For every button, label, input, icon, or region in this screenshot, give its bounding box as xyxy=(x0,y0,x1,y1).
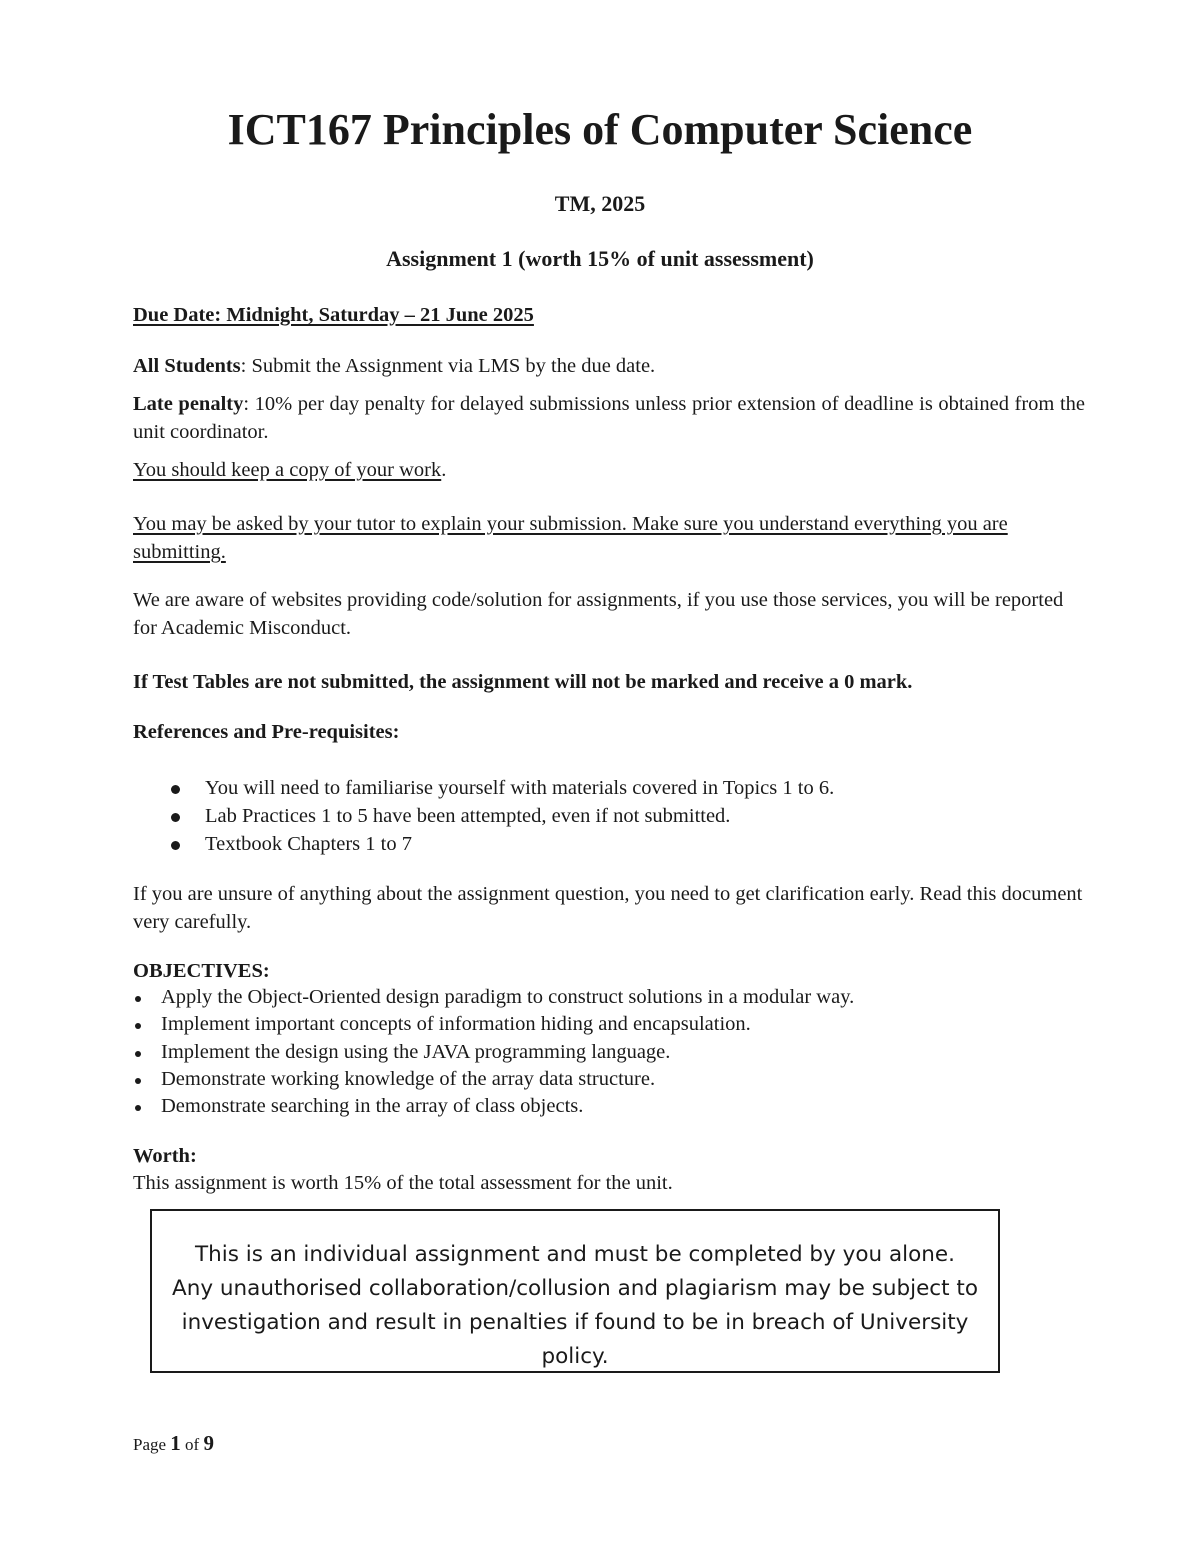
bullet-icon xyxy=(171,813,180,822)
list-item: Lab Practices 1 to 5 have been attempted, even if not submitted. xyxy=(133,802,1085,830)
bullet-icon xyxy=(171,841,180,850)
bullet-icon xyxy=(135,1078,141,1084)
bullet-icon xyxy=(171,785,180,794)
keep-copy-text: You should keep a copy of your work xyxy=(133,459,442,481)
document-title: ICT167 Principles of Computer Science xyxy=(227,105,973,154)
objectives-heading: OBJECTIVES: xyxy=(133,960,270,982)
term-line: TM, 2025 xyxy=(554,191,646,216)
references-list xyxy=(133,774,1085,858)
all-students-text: : Submit the Assignment via LMS by the due date. xyxy=(240,355,656,377)
due-date: Due Date: Midnight, Saturday – 21 June 2025 xyxy=(133,304,534,326)
list-item: Demonstrate searching in the array of class objects. xyxy=(133,1093,1085,1120)
test-tables-warning: If Test Tables are not submitted, the assignment will not be marked and receive a 0 mark. xyxy=(133,671,913,693)
clarification-note: If you are unsure of anything about the assignment question, you need to get clarification early. Read this document very carefully. xyxy=(133,883,1083,933)
list-item: Implement important concepts of information hiding and encapsulation. xyxy=(133,1011,1085,1038)
list-item: Demonstrate working knowledge of the array data structure. xyxy=(133,1066,1085,1093)
list-item: Implement the design using the JAVA programming language. xyxy=(133,1039,1085,1066)
bullet-icon xyxy=(135,1051,141,1057)
worth-text: This assignment is worth 15% of the total assessment for the unit. xyxy=(133,1172,673,1194)
bullet-icon xyxy=(135,1105,141,1111)
late-penalty-label: Late penalty xyxy=(133,393,244,415)
integrity-notice-text: This is an individual assignment and must be completed by you alone. Any unauthorised collaboration/collusion and plagiarism may be subject to investigation and result in penalties if found to be in breach of University policy. xyxy=(172,1241,978,1369)
bullet-icon xyxy=(135,1023,141,1029)
objectives-list xyxy=(133,984,1085,1120)
keep-copy-period: . xyxy=(441,459,447,481)
all-students-label: All Students xyxy=(133,355,241,377)
assignment-line: Assignment 1 (worth 15% of unit assessment) xyxy=(386,246,814,271)
explain-submission-note: You may be asked by your tutor to explain your submission. Make sure you understand everything you are submitting. xyxy=(133,513,1008,563)
all-students-note xyxy=(133,352,1085,380)
bullet-icon xyxy=(135,996,141,1002)
list-item: Textbook Chapters 1 to 7 xyxy=(133,830,1085,858)
late-penalty-text: : 10% per day penalty for delayed submissions unless prior extension of deadline is obtained from the unit coordinator. xyxy=(133,393,1085,443)
current-page: 1 xyxy=(170,1431,181,1455)
worth-heading: Worth: xyxy=(133,1145,197,1167)
total-pages: 9 xyxy=(203,1431,214,1455)
references-heading: References and Pre-requisites: xyxy=(133,721,400,743)
page-number: Page 1 of 9 xyxy=(133,1431,214,1455)
list-item: You will need to familiarise yourself with materials covered in Topics 1 to 6. xyxy=(133,774,1085,802)
list-item: Apply the Object-Oriented design paradigm to construct solutions in a modular way. xyxy=(133,984,1085,1011)
misconduct-note: We are aware of websites providing code/solution for assignments, if you use those services, you will be reported for Academic Misconduct. xyxy=(133,589,1064,639)
integrity-notice-box xyxy=(150,1209,1000,1373)
keep-copy-note xyxy=(133,456,1085,484)
late-penalty-note xyxy=(133,390,1085,446)
